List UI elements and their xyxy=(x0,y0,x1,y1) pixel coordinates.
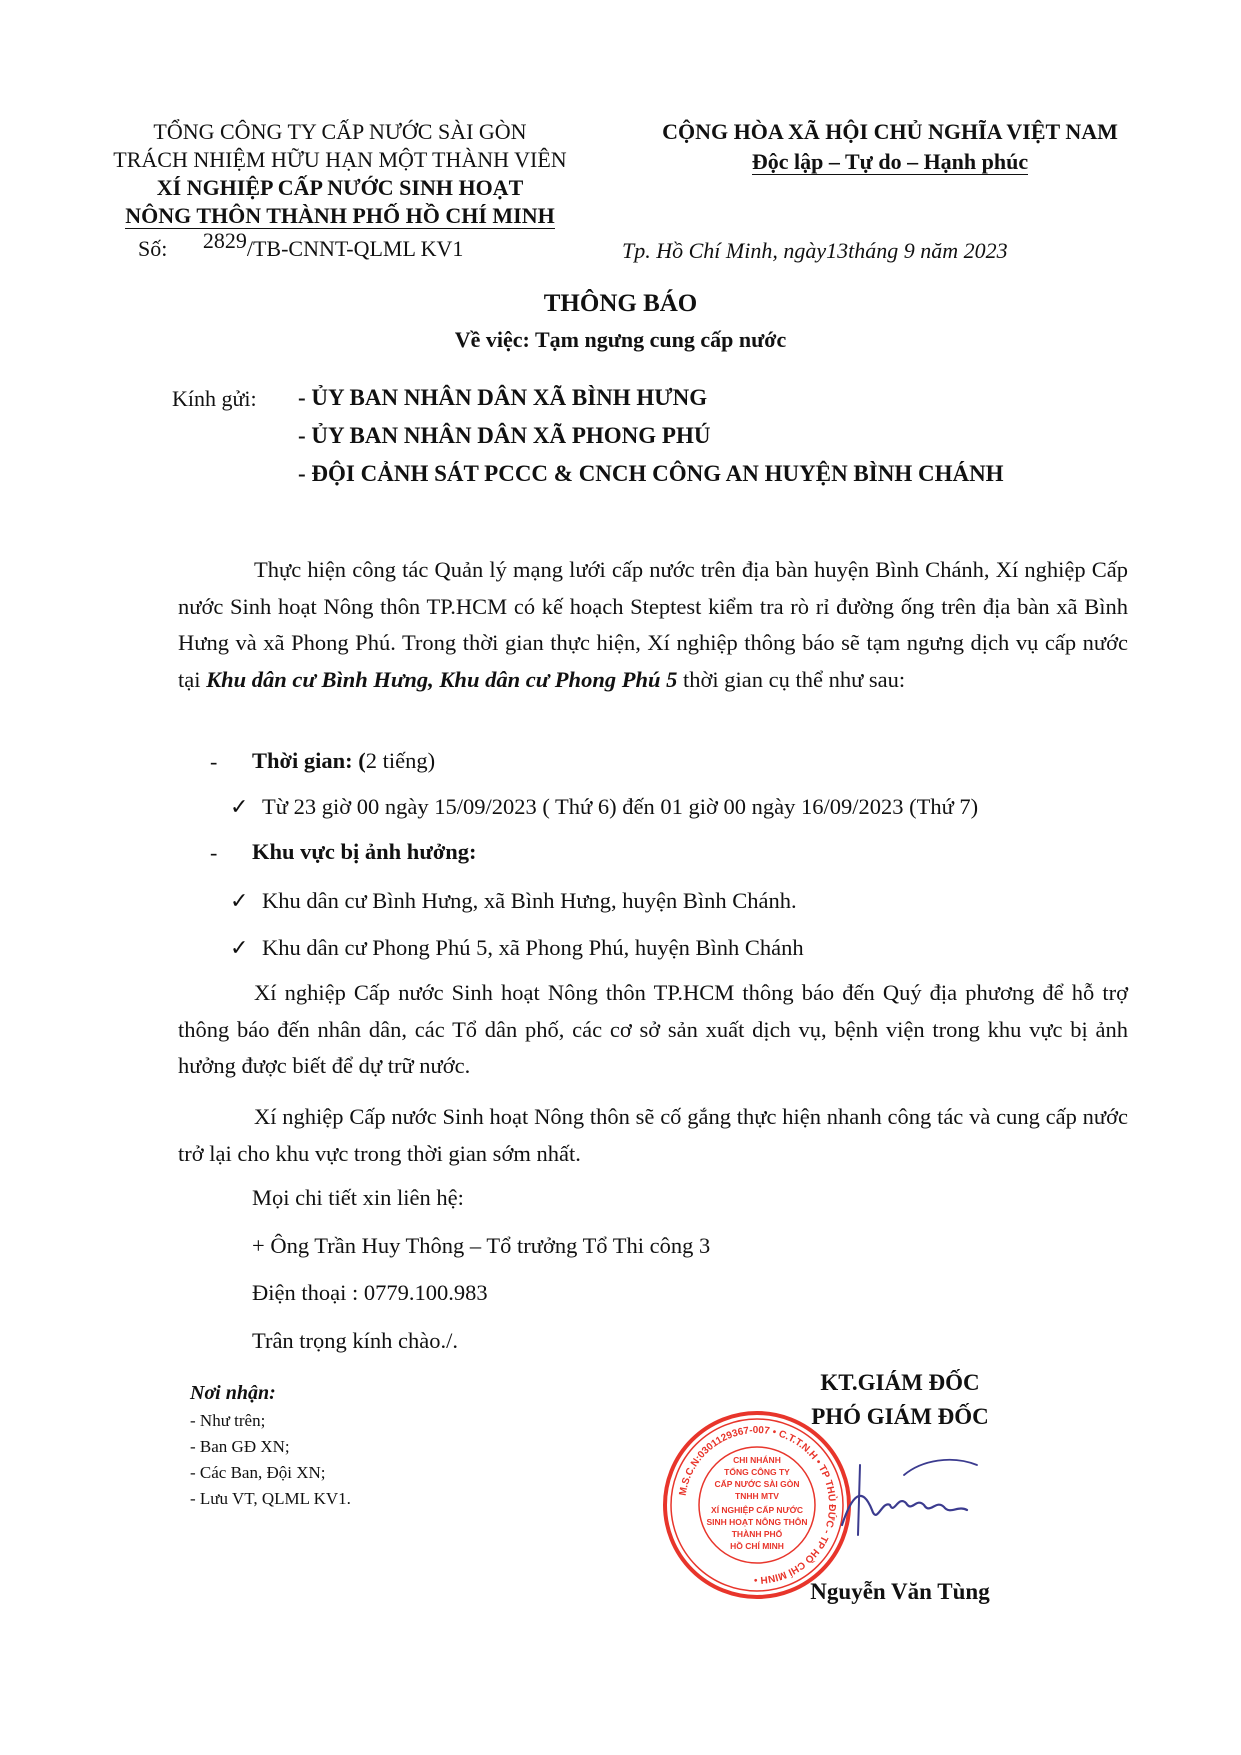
svg-text:M.S.C.N:0301129367-007 • C.T.T: M.S.C.N:0301129367-007 • C.T.T.N.H • TP THỦ ĐỨC - TP HỒ CHÍ MINH • xyxy=(677,1424,838,1586)
handwritten-signature xyxy=(832,1455,982,1545)
svg-text:CẤP NƯỚC SÀI GÒN: CẤP NƯỚC SÀI GÒN xyxy=(714,1479,800,1489)
svg-text:THÀNH PHỐ: THÀNH PHỐ xyxy=(731,1529,783,1539)
contact-person: + Ông Trần Huy Thông – Tổ trưởng Tổ Thi công 3 xyxy=(252,1233,711,1258)
svg-text:TNHH MTV: TNHH MTV xyxy=(735,1491,779,1501)
time-line xyxy=(252,748,435,774)
time-label: Thời gian: xyxy=(252,748,353,773)
signature-title-1: KT.GIÁM ĐỐC xyxy=(820,1370,980,1395)
national-title: CỘNG HÒA XÃ HỘI CHỦ NGHĨA VIỆT NAM xyxy=(662,119,1118,144)
national-motto-wrap xyxy=(620,147,1160,177)
national-header xyxy=(620,117,1160,177)
number-label: Số: xyxy=(138,236,168,261)
paragraph-3-text: Xí nghiệp Cấp nước Sinh hoạt Nông thôn sẽ cố gắng thực hiện nhanh công tác và cung cấp nước trở lại cho khu vực trong thời gian sớm nhất. xyxy=(178,1104,1128,1166)
svg-text:HỒ CHÍ MINH: HỒ CHÍ MINH xyxy=(730,1541,784,1551)
paragraph-3 xyxy=(178,1099,1128,1172)
paragraph-1-tail: thời gian cụ thể như sau: xyxy=(677,666,906,692)
time-detail: Từ 23 giờ 00 ngày 15/09/2023 ( Thứ 6) đến 01 giờ 00 ngày 16/09/2023 (Thứ 7) xyxy=(262,794,979,819)
issuer-line-3: XÍ NGHIỆP CẤP NƯỚC SINH HOẠT xyxy=(156,175,524,200)
issuer-block xyxy=(60,118,620,230)
check-icon: ✓ xyxy=(230,794,249,819)
svg-text:CHI NHÁNH: CHI NHÁNH xyxy=(733,1455,781,1465)
contact-phone: Điện thoại : 0779.100.983 xyxy=(252,1280,488,1305)
svg-text:SINH HOẠT NÔNG THÔN: SINH HOẠT NÔNG THÔN xyxy=(706,1517,808,1527)
paragraph-1-emphasis: Khu dân cư Bình Hưng, Khu dân cư Phong Phú 5 xyxy=(206,666,678,692)
closing-line: Trân trọng kính chào./. xyxy=(252,1328,459,1353)
check-icon: ✓ xyxy=(230,888,249,913)
time-value: 2 tiếng) xyxy=(365,748,436,773)
issuer-line-2: TRÁCH NHIỆM HỮU HẠN MỘT THÀNH VIÊN xyxy=(113,147,567,172)
document-subject: Về việc: Tạm ngưng cung cấp nước xyxy=(454,327,787,352)
area-item-1: Khu dân cư Bình Hưng, xã Bình Hưng, huyện Bình Chánh. xyxy=(262,888,797,913)
paragraph-1-text: Thực hiện công tác Quản lý mạng lưới cấp nước trên địa bàn huyện Bình Chánh, Xí nghiệp Cấp nước Sinh hoạt Nông thôn TP.HCM có kế hoạch Steptest kiểm tra rò rỉ đường ống trên địa bàn xã Bình Hưng và xã Phong Phú. Trong thời gian thực hiện, Xí nghiệp thông báo sẽ tạm ngưng dịch vụ cấp nước tại xyxy=(178,557,1128,692)
svg-text:XÍ NGHIỆP CẤP NƯỚC: XÍ NGHIỆP CẤP NƯỚC xyxy=(711,1505,803,1515)
document-date: Tp. Hồ Chí Minh, ngày13tháng 9 năm 2023 xyxy=(622,238,1008,263)
number-suffix: /TB-CNNT-QLML KV1 xyxy=(246,236,464,261)
distribution-item: - Ban GĐ XN; xyxy=(190,1437,290,1456)
area-label: Khu vực bị ảnh hưởng: xyxy=(252,839,477,864)
signature-title-2: PHÓ GIÁM ĐỐC xyxy=(811,1404,989,1429)
area-item-2: Khu dân cư Phong Phú 5, xã Phong Phú, huyện Bình Chánh xyxy=(262,935,804,960)
distribution-item: - Lưu VT, QLML KV1. xyxy=(190,1489,351,1508)
national-motto: Độc lập – Tự do – Hạnh phúc xyxy=(751,149,1029,174)
distribution-item: - Như trên; xyxy=(190,1411,266,1430)
time-paren: ( xyxy=(352,748,366,773)
distribution-title: Nơi nhận: xyxy=(190,1382,276,1404)
issuer-line-4 xyxy=(60,202,620,230)
issuer-line-1: TỔNG CÔNG TY CẤP NƯỚC SÀI GÒN xyxy=(153,119,527,144)
dash-bullet: - xyxy=(210,749,218,774)
paragraph-1 xyxy=(178,552,1128,698)
dash-bullet: - xyxy=(210,840,218,865)
recipient-1: - ỦY BAN NHÂN DÂN XÃ BÌNH HƯNG xyxy=(298,385,708,410)
paragraph-2-text: Xí nghiệp Cấp nước Sinh hoạt Nông thôn TP.HCM thông báo đến Quý địa phương để hỗ trợ thông báo đến nhân dân, các Tổ dân phố, các cơ sở sản xuất dịch vụ, bệnh viện trong khu vực bị ảnh hưởng được biết để dự trữ nước. xyxy=(178,980,1128,1078)
paragraph-2 xyxy=(178,975,1128,1085)
recipient-2: - ỦY BAN NHÂN DÂN XÃ PHONG PHÚ xyxy=(298,423,711,448)
recipient-3: - ĐỘI CẢNH SÁT PCCC & CNCH CÔNG AN HUYỆN BÌNH CHÁNH xyxy=(298,461,1004,486)
check-icon: ✓ xyxy=(230,935,249,960)
document-title: THÔNG BÁO xyxy=(543,290,698,317)
contact-intro: Mọi chi tiết xin liên hệ: xyxy=(252,1185,464,1210)
document-number xyxy=(138,228,464,262)
svg-text:TỔNG CÔNG TY: TỔNG CÔNG TY xyxy=(724,1467,790,1477)
recipients-label: Kính gửi: xyxy=(172,386,257,411)
issuer-line-4-text: NÔNG THÔN THÀNH PHỐ HỒ CHÍ MINH xyxy=(125,203,555,228)
company-stamp xyxy=(657,1405,857,1605)
signer-name: Nguyễn Văn Tùng xyxy=(810,1579,990,1604)
number-value: 2829 xyxy=(202,228,247,253)
distribution-item: - Các Ban, Đội XN; xyxy=(190,1463,326,1482)
